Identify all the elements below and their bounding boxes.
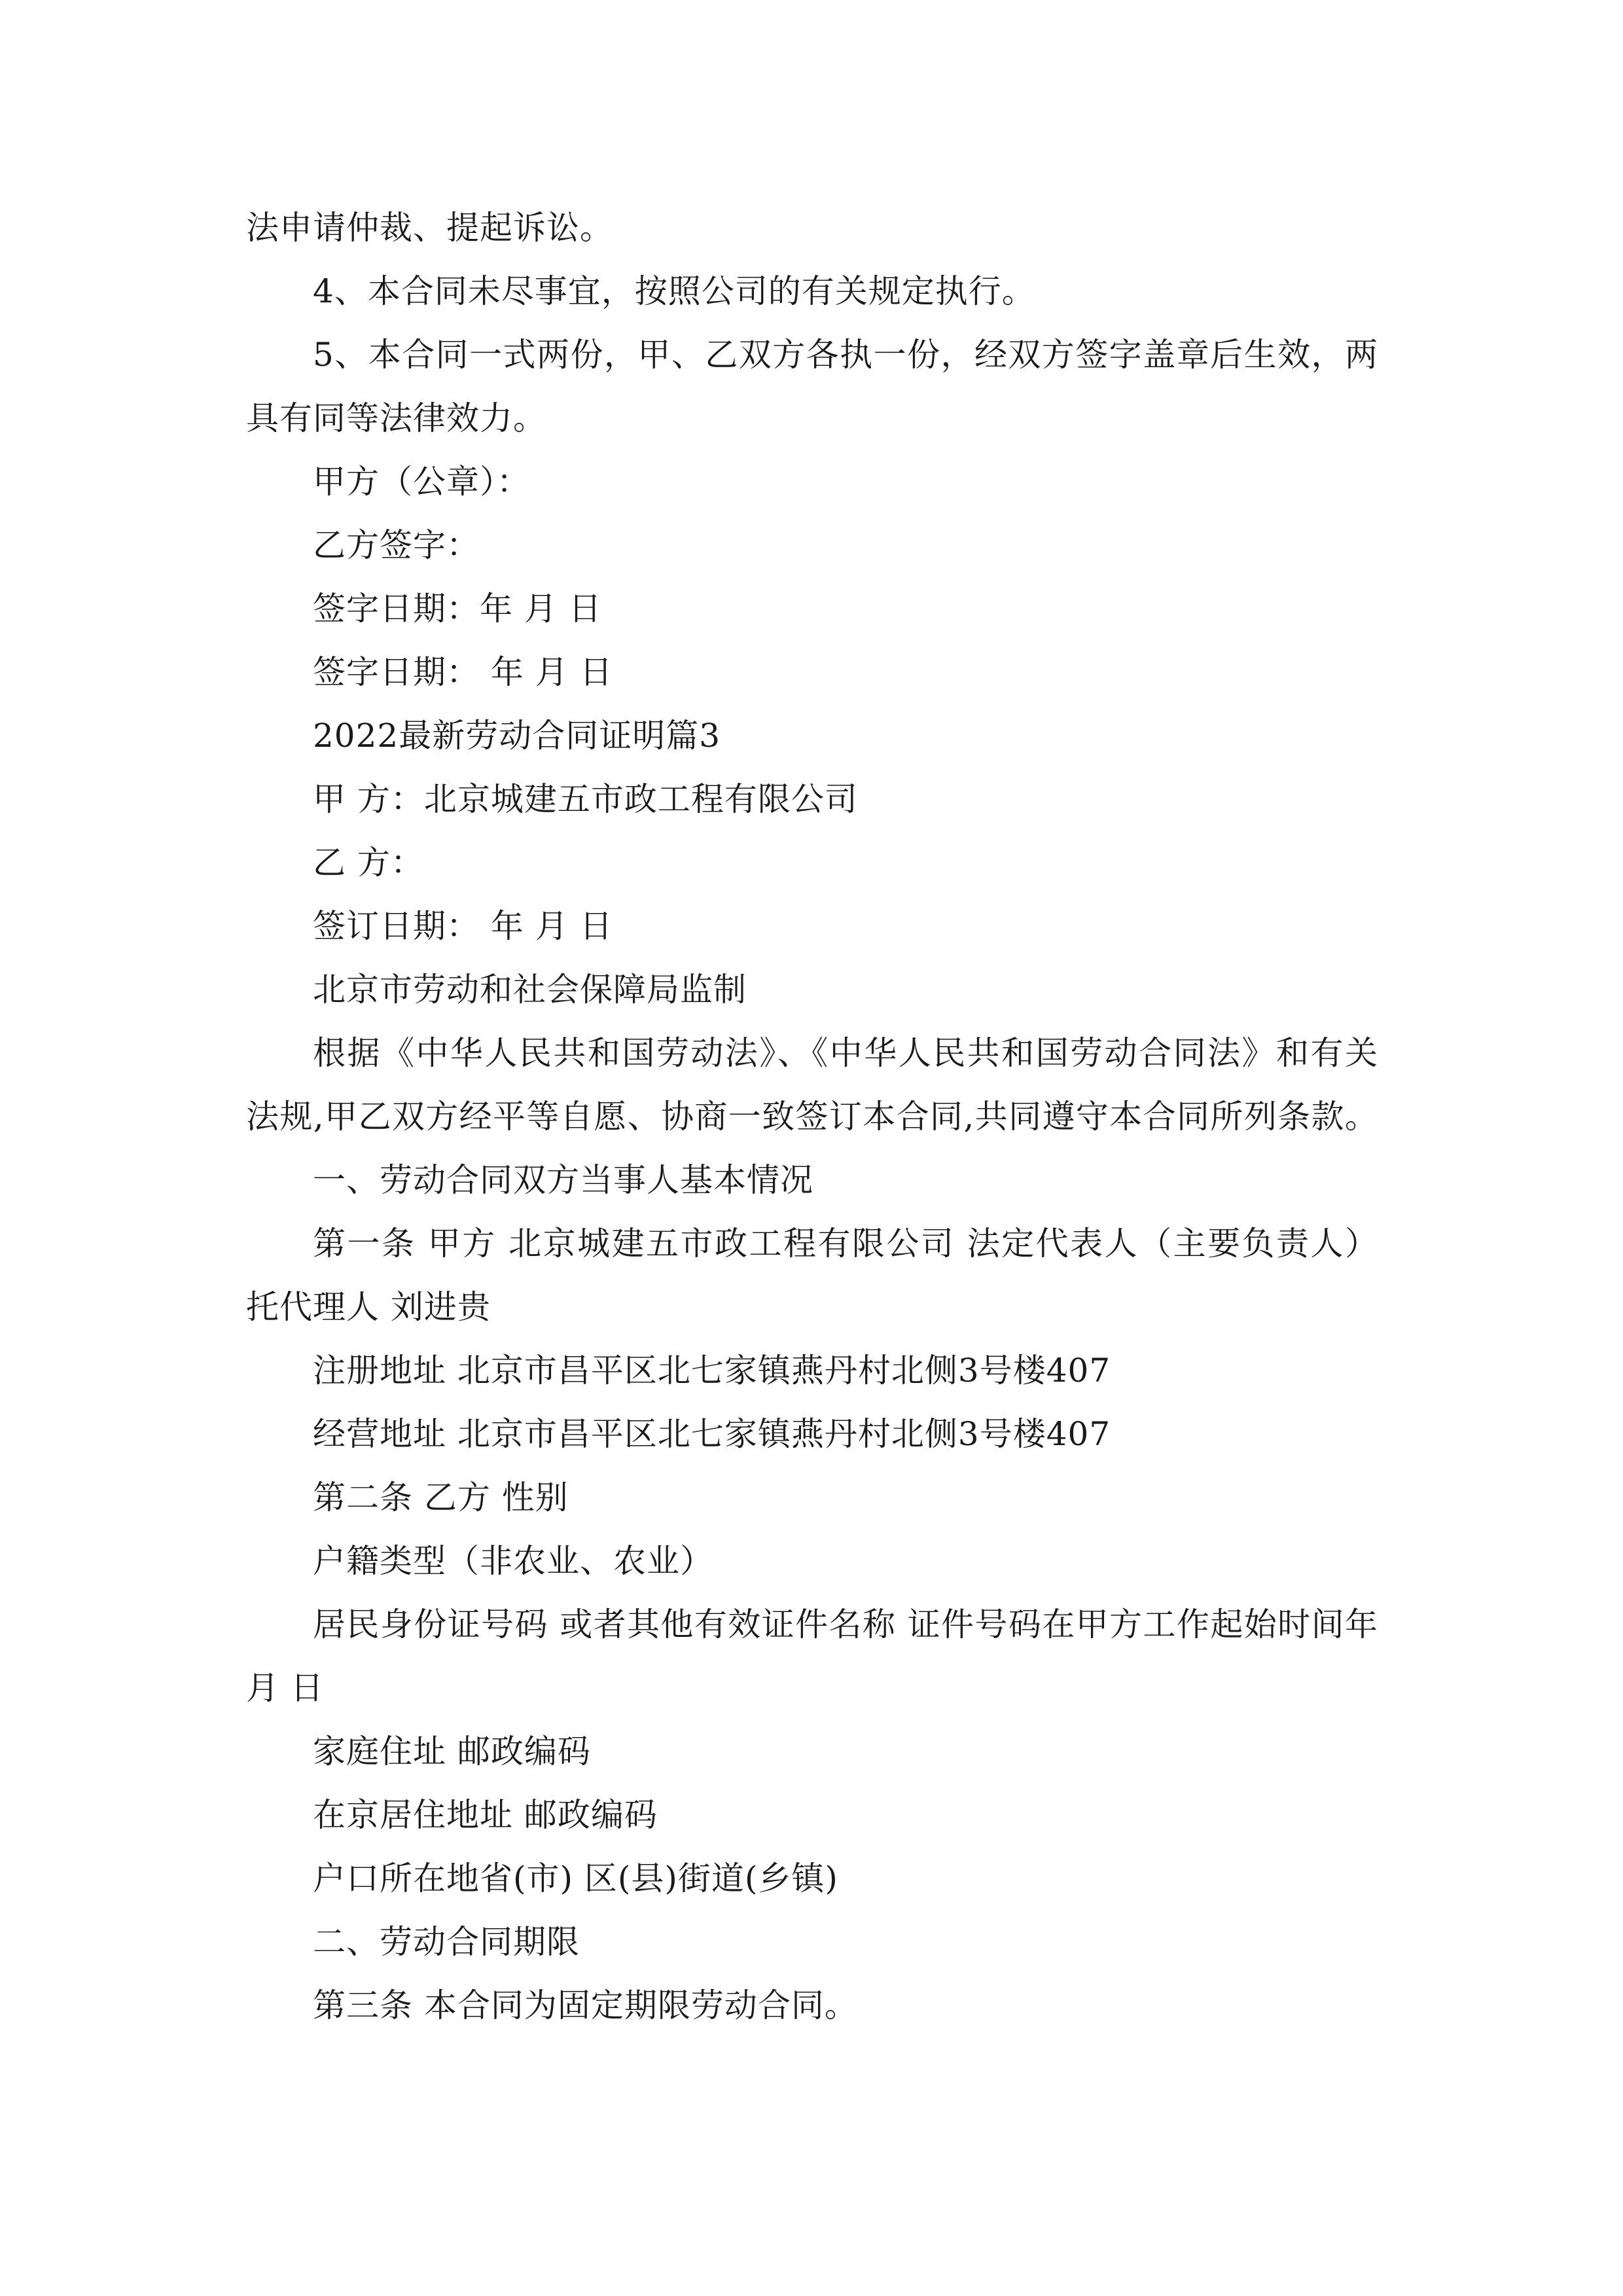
paragraph-line: 法申请仲裁、提起诉讼。: [246, 209, 613, 247]
party-a-line: 甲 方：北京城建五市政工程有限公司: [313, 780, 858, 818]
paragraph-line: 4、本合同未尽事宜，按照公司的有关规定执行。: [313, 272, 1035, 310]
paragraph-line: 5、本合同一式两份，甲、乙双方各执一份，经双方签字盖章后生效，两: [313, 336, 1378, 374]
paragraph-line: 在京居住地址 邮政编码: [313, 1796, 658, 1834]
supervisor-line: 北京市劳动和社会保障局监制: [313, 971, 747, 1009]
article-line: 第三条 本合同为固定期限劳动合同。: [313, 1986, 858, 2024]
paragraph-line: 第一条 甲方 北京城建五市政工程有限公司 法定代表人（主要负责人）: [313, 1225, 1378, 1263]
paragraph-line: 具有同等法律效力。: [246, 399, 546, 437]
paragraph-line: 户籍类型（非农业、农业）: [313, 1542, 713, 1580]
signature-party-a: 甲方（公章）：: [313, 463, 530, 501]
signature-party-b: 乙方签字：: [313, 526, 480, 564]
business-address-line: 经营地址 北京市昌平区北七家镇燕丹村北侧3号楼407: [313, 1415, 1111, 1453]
paragraph-line: 居民身份证号码 或者其他有效证件名称 证件号码在甲方工作起始时间年: [313, 1605, 1378, 1643]
registered-address-line: 注册地址 北京市昌平区北七家镇燕丹村北侧3号楼407: [313, 1352, 1111, 1390]
section-heading: 一、劳动合同双方当事人基本情况: [313, 1161, 813, 1199]
signature-date: 签字日期：年 月 日: [313, 590, 602, 628]
paragraph-line: 家庭住址 邮政编码: [313, 1732, 591, 1770]
paragraph-line: 户口所在地省(市) 区(县)街道(乡镇): [313, 1859, 838, 1897]
paragraph-line: 托代理人 刘进贵: [246, 1288, 491, 1326]
signature-date: 签字日期： 年 月 日: [313, 653, 613, 691]
section-heading: 二、劳动合同期限: [313, 1923, 580, 1961]
paragraph-line: 法规,甲乙双方经平等自愿、协商一致签订本合同,共同遵守本合同所列条款。: [246, 1098, 1378, 1136]
article-line: 第二条 乙方 性别: [313, 1479, 569, 1516]
paragraph-line: 月 日: [246, 1669, 324, 1707]
party-b-line: 乙 方：: [313, 844, 424, 882]
section-heading: 2022最新劳动合同证明篇3: [313, 717, 721, 755]
paragraph-line: 根据《中华人民共和国劳动法》、《中华人民共和国劳动合同法》和有关: [313, 1034, 1378, 1072]
sign-date-line: 签订日期： 年 月 日: [313, 907, 613, 945]
